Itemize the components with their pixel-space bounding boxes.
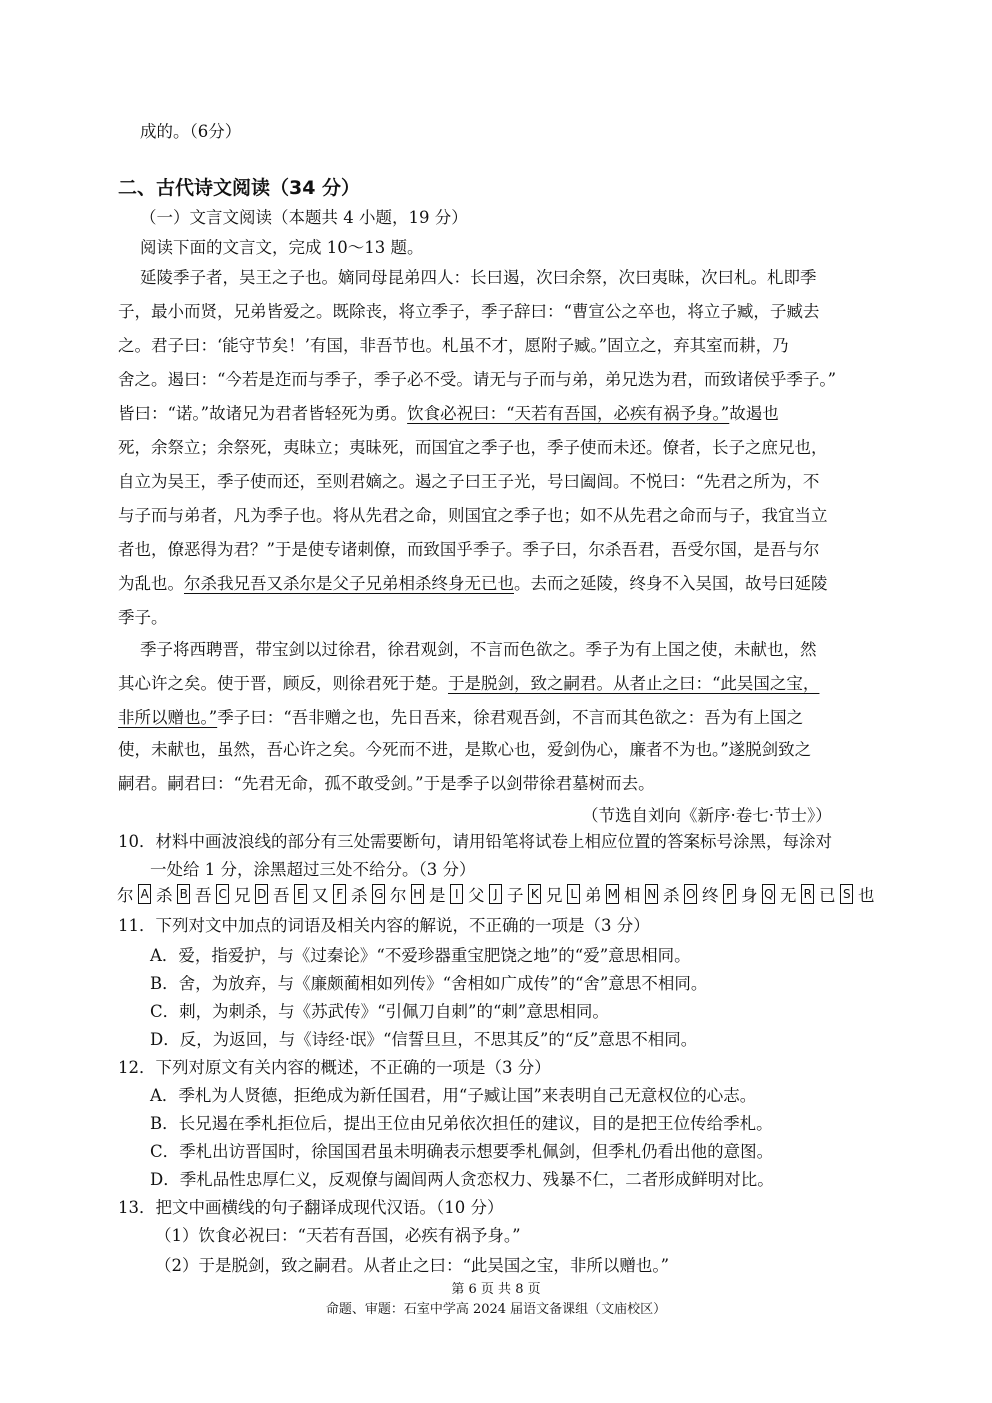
text-line	[140, 208, 468, 228]
text-span: B．长兄遏在季札拒位后，提出王位由兄弟依次担任的建议，目的是把王位传给季札。	[150, 1114, 773, 1133]
text-line	[118, 832, 832, 852]
text-span: 舍之。遏曰：“今若是迮而与季子，季子必不受。请无与子而与弟，弟兄迭为君，而致诸侯乎季子。”	[118, 370, 837, 389]
text-span: 季子将西聘晋，带宝剑以过徐君，徐君观剑，不言而色欲之。季子为有上国之使，未献也，然	[140, 640, 817, 659]
text-span: 皆曰：“诺。”故诸兄为君者皆轻死为勇。	[118, 404, 408, 423]
text-line	[582, 806, 832, 826]
text-span: 延陵季子者，吴王之子也。嫡同母昆弟四人：长曰遏，次曰余祭，次曰夷昧，次曰札。札即季	[140, 268, 817, 287]
text-line	[150, 1142, 773, 1162]
underlined-sentence: 于是脱剑，致之嗣君。从者止之曰：“此吴国之宝，	[448, 674, 820, 693]
text-line	[118, 336, 789, 356]
text-span: 12．下列对原文有关内容的概述，不正确的一项是（3 分）	[118, 1058, 551, 1077]
underlined-sentence: 非所以赠也。”	[118, 708, 218, 727]
text-line	[118, 404, 779, 424]
text-span: B．舍，为放弃，与《廉颇蔺相如列传》“舍相如广成传”的“舍”意思不相同。	[150, 974, 708, 993]
text-span: 季子。	[118, 608, 168, 627]
sentence-char: 吾	[273, 886, 290, 905]
text-span: A．季札为人贤德，拒绝成为新任国君，用“子臧让国”来表明自己无意权位的心志。	[150, 1086, 757, 1105]
text-span: （一）文言文阅读（本题共 4 小题，19 分）	[140, 208, 468, 227]
sentence-char: 尔	[390, 886, 407, 905]
answer-box[interactable]: S	[840, 884, 853, 904]
text-line	[150, 1170, 774, 1190]
text-span: D．反，为返回，与《诗经·氓》“信誓旦旦，不思其反”的“反”意思不相同。	[150, 1030, 698, 1049]
text-line	[118, 540, 819, 560]
sentence-char: 终	[702, 886, 719, 905]
text-span: 。去而之延陵，终身不入吴国，故号曰延陵	[514, 574, 828, 593]
text-line	[118, 370, 836, 390]
sentence-char: 身	[741, 886, 758, 905]
page-number: 第 6 页 共 8 页	[451, 1282, 541, 1297]
text-span: 自立为吴王，季子使而还，至则君嫡之。遏之子曰王子光，号曰阖闾。不悦曰：“先君之所为，不	[118, 472, 820, 491]
text-line	[150, 1002, 609, 1022]
text-line	[118, 574, 828, 594]
text-line	[150, 1086, 756, 1106]
sentence-char: 尔	[117, 886, 134, 905]
text-span: 为乱也。	[118, 574, 184, 593]
text-line	[140, 268, 817, 288]
sentence-char: 相	[624, 886, 641, 905]
sentence-char: 兄	[546, 886, 563, 905]
text-line	[118, 506, 828, 526]
punctuation-answer-line	[117, 882, 875, 906]
text-span: A．爱，指爱护，与《过秦论》“不爱珍器重宝肥饶之地”的“爱”意思相同。	[150, 946, 691, 965]
answer-box[interactable]: Q	[762, 884, 775, 904]
text-span: 二、古代诗文阅读（34 分）	[118, 177, 361, 199]
text-line	[118, 472, 819, 492]
sentence-char: 吾	[195, 886, 212, 905]
answer-box[interactable]: R	[801, 884, 814, 904]
text-line	[155, 1256, 669, 1276]
text-span: 与子而与弟者，凡为季子也。将从先君之命，则国宜之季子也；如不从先君之命而与子，我宜当立	[118, 506, 828, 525]
text-span: 之。君子曰：‘能守节矣！’有国，非吾节也。札虽不才，愿附子臧。”固立之，弃其室而耕，乃	[118, 336, 789, 355]
text-line	[118, 774, 655, 794]
answer-box[interactable]: H	[411, 884, 424, 904]
text-line	[140, 238, 423, 258]
answer-box[interactable]: O	[684, 884, 697, 904]
text-span: C．季札出访晋国时，徐国国君虽未明确表示想要季札佩剑，但季札仍看出他的意图。	[150, 1142, 774, 1161]
text-line	[118, 438, 828, 458]
answer-box[interactable]: C	[216, 884, 229, 904]
text-span: D．季札品性忠厚仁义，反观僚与阖闾两人贪恋权力、残暴不仁，二者形成鲜明对比。	[150, 1170, 774, 1189]
text-line	[150, 946, 691, 966]
answer-box[interactable]: B	[177, 884, 190, 904]
text-span: 故遏也	[729, 404, 779, 423]
text-span: 成的。（6分）	[140, 122, 242, 141]
text-line	[140, 122, 241, 142]
answer-box[interactable]: A	[138, 884, 151, 904]
text-line	[118, 916, 650, 936]
text-line	[118, 302, 819, 322]
sentence-char: 又	[312, 886, 329, 905]
sentence-char: 父	[468, 886, 485, 905]
sentence-char: 兄	[234, 886, 251, 905]
text-span: 一处给 1 分，涂黑超过三处不给分。（3 分）	[150, 860, 476, 879]
text-span: 11．下列对文中加点的词语及相关内容的解说，不正确的一项是（3 分）	[118, 916, 650, 935]
sentence-char: 无	[780, 886, 797, 905]
sentence-char: 杀	[663, 886, 680, 905]
text-line	[155, 1226, 521, 1246]
text-span: 13．把文中画横线的句子翻译成现代汉语。（10 分）	[118, 1198, 504, 1217]
underlined-sentence: 饮食必祝曰：“天若有吾国，必疾有祸予身。”	[407, 404, 730, 423]
answer-box[interactable]: I	[450, 884, 463, 904]
text-line	[150, 860, 475, 880]
text-line	[150, 1114, 773, 1134]
text-span: 阅读下面的文言文，完成 10～13 题。	[140, 238, 424, 257]
text-line	[118, 1058, 551, 1078]
sentence-char: 子	[507, 886, 524, 905]
text-line	[118, 1198, 504, 1218]
text-line	[140, 640, 817, 660]
answer-box[interactable]: J	[489, 884, 502, 904]
text-line	[118, 608, 168, 628]
text-span: 10．材料中画波浪线的部分有三处需要断句，请用铅笔将试卷上相应位置的答案标号涂黑，每涂对	[118, 832, 832, 851]
answer-box[interactable]: L	[567, 884, 580, 904]
text-span: 使，未献也，虽然，吾心许之矣。今死而不进，是欺心也，爱剑伪心，廉者不为也。”遂脱剑致之	[118, 740, 812, 759]
sentence-char: 是	[429, 886, 446, 905]
text-span: （2）于是脱剑，致之嗣君。从者止之曰：“此吴国之宝，非所以赠也。”	[155, 1256, 670, 1275]
text-span: （1）饮食必祝曰：“天若有吾国，必疾有祸予身。”	[155, 1226, 521, 1245]
text-span: C．刺，为刺杀，与《苏武传》“引佩刀自刺”的“刺”意思相同。	[150, 1002, 609, 1021]
answer-box[interactable]: E	[294, 884, 307, 904]
text-span: （节选自刘向《新序·卷七·节士》）	[582, 806, 832, 825]
text-line	[150, 1030, 697, 1050]
underlined-sentence: 尔杀我兄吾又杀尔是父子兄弟相杀终身无已也	[184, 574, 514, 593]
answer-box[interactable]: M	[606, 884, 619, 904]
answer-box[interactable]: K	[528, 884, 541, 904]
text-span: 嗣君。嗣君曰：“先君无命，孤不敢受剑。”于是季子以剑带徐君墓树而去。	[118, 774, 655, 793]
text-line	[118, 708, 803, 728]
sentence-char: 弟	[585, 886, 602, 905]
text-span: 季子曰：“吾非赠之也，先日吾来，徐君观吾剑，不言而其色欲之：吾为有上国之	[217, 708, 804, 727]
text-line	[118, 740, 811, 760]
sentence-char: 杀	[156, 886, 173, 905]
footer-credit: 命题、审题：石室中学高 2024 届语文备课组（文庙校区）	[325, 1302, 667, 1317]
sentence-char: 杀	[351, 886, 368, 905]
answer-box[interactable]: F	[333, 884, 346, 904]
text-span: 者也，僚恶得为君？”于是使专诸刺僚，而致国乎季子。季子曰，尔杀吾君，吾受尔国，是吾与尔	[118, 540, 820, 559]
text-line	[118, 674, 819, 694]
text-span: 死，余祭立；余祭死，夷昧立；夷昧死，而国宜之季子也，季子使而未还。僚者，长子之庶兄也，	[118, 438, 828, 457]
answer-box[interactable]: P	[723, 884, 736, 904]
answer-box[interactable]: D	[255, 884, 268, 904]
sentence-char: 已	[819, 886, 836, 905]
text-span: 子，最小而贤，兄弟皆爱之。既除丧，将立季子，季子辞曰：“曹宣公之卒也，将立子臧，子臧去	[118, 302, 820, 321]
section-title	[118, 178, 360, 198]
text-line	[150, 974, 707, 994]
answer-box[interactable]: N	[645, 884, 658, 904]
sentence-char: 也	[858, 886, 875, 905]
answer-box[interactable]: G	[372, 884, 385, 904]
text-span: 其心许之矣。使于晋，顾反，则徐君死于楚。	[118, 674, 448, 693]
